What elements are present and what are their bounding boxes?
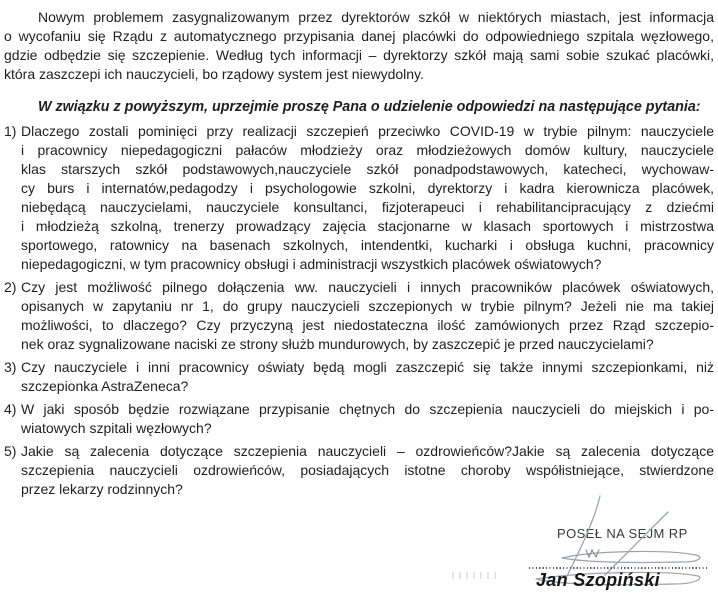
question-item [4, 400, 714, 438]
question-number: 4) [4, 401, 17, 417]
question-line: i młodzieżą szkolną, trenerzy prowadzący zajęcia stacjonarne w klasach sportowych i mistrzostwa [21, 218, 714, 234]
deputy-title: POSEŁ NA SEJM RP [557, 526, 688, 541]
question-line: cy burs i internatów,pedagodzy i psychologowie szkolni, dyrektorzy i kadra kierownicza placówek, [21, 180, 714, 196]
question-text [21, 358, 714, 396]
question-line: Czy nauczyciele i inni pracownicy oświaty będą mogli zaszczepić się także innymi szczepionkami, niż [21, 359, 714, 375]
question-line: niebędącą nauczycielami, nauczyciele konsultanci, fizjoterapeuci i rehabilitancipracujący z dziećmi [21, 199, 714, 215]
question-line: szczepionka AstraZeneca? [21, 378, 189, 394]
question-line: opisanych w zapytaniu nr 1, do grupy nauczycieli szczepionych w trybie pilnym? Jeżeli nie ma takiej [21, 298, 714, 314]
intro-line: gdzie odbędzie się szczepienie. Według tych informacji – dyrektorzy szkół mają sami sobie szukać placówki, [4, 47, 714, 63]
question-line: Jakie są zalecenia dotyczące szczepienia nauczycieli – ozdrowieńców?Jakie są zalecenia dotyczące [21, 443, 714, 459]
intro-line: o wycofaniu się Rządu z automatycznego przypisania danej placówki do odpowiedniego szpitala węzłowego, [4, 28, 714, 44]
question-number: 2) [4, 279, 17, 295]
request-heading: W związku z powyższym, uprzejmie proszę Pana o udzielenie odpowiedzi na następujące pytania: [38, 99, 701, 115]
question-line: sportowego, ratownicy na basenach szkolnych, intendentki, kucharki i obsługa kuchni, pracownicy [21, 237, 714, 253]
document-body [4, 8, 714, 503]
question-line: Czy jest możliwość pilnego dołączenia ww. nauczycieli i innych pracowników placówek oświatowych, [21, 279, 714, 295]
question-text [21, 122, 714, 274]
question-line: W jaki sposób będzie rozwiązane przypisanie chętnych do szczepienia nauczycieli do miejskich i po- [21, 401, 714, 417]
question-number: 5) [4, 443, 17, 459]
questions-list [4, 122, 714, 499]
intro-line: Nowym problemem zasygnalizowanym przez dyrektorów szkół w niektórych miastach, jest informacja [38, 9, 714, 25]
question-text [21, 278, 714, 354]
question-item [4, 278, 714, 354]
question-line: szczepienia nauczycieli ozdrowieńców, posiadających istotne choroby współistniejące, stwierdzone [21, 462, 714, 478]
question-line: klas starszych szkół podstawowych,nauczyciele szkół ponadpodstawowych, katecheci, wychowaw- [21, 161, 714, 177]
question-text [21, 400, 714, 438]
intro-line: która zaszczepi ich nauczycieli, bo rządowy system jest niewydolny. [4, 66, 424, 82]
question-line: przez lekarzy rodzinnych? [21, 481, 183, 497]
question-line: możliwości, to dlaczego? Czy przyczyną jest niedostateczna ilość zamówionych przez Rząd szczepio- [21, 317, 714, 333]
question-line: i pracownicy niepedagogiczni pałaców młodzieży oraz młodzieżowych domów kultury, nauczyciele [21, 142, 714, 158]
scan-artifact [452, 572, 498, 579]
question-number: 3) [4, 359, 17, 375]
question-line: wiatowych szpitali węzłowych? [21, 420, 212, 436]
question-item [4, 122, 714, 274]
question-line: niepedagogiczni, w tym pracownicy obsługi i administracji wszystkich placówek oświatowych? [21, 256, 602, 272]
signature-dotted-line [529, 567, 709, 569]
question-line: nek oraz sygnalizowane naciski ze strony służb mundurowych, by zaszczepić je przed nauczycielami? [21, 336, 654, 352]
question-line: Dlaczego zostali pominięci przy realizacji szczepień przeciwko COVID-19 w trybie pilnym: nauczyciele [21, 123, 714, 139]
question-number: 1) [4, 123, 17, 139]
intro-paragraph [4, 8, 714, 84]
question-item [4, 358, 714, 396]
signatory-name: Jan Szopiński [536, 570, 660, 590]
